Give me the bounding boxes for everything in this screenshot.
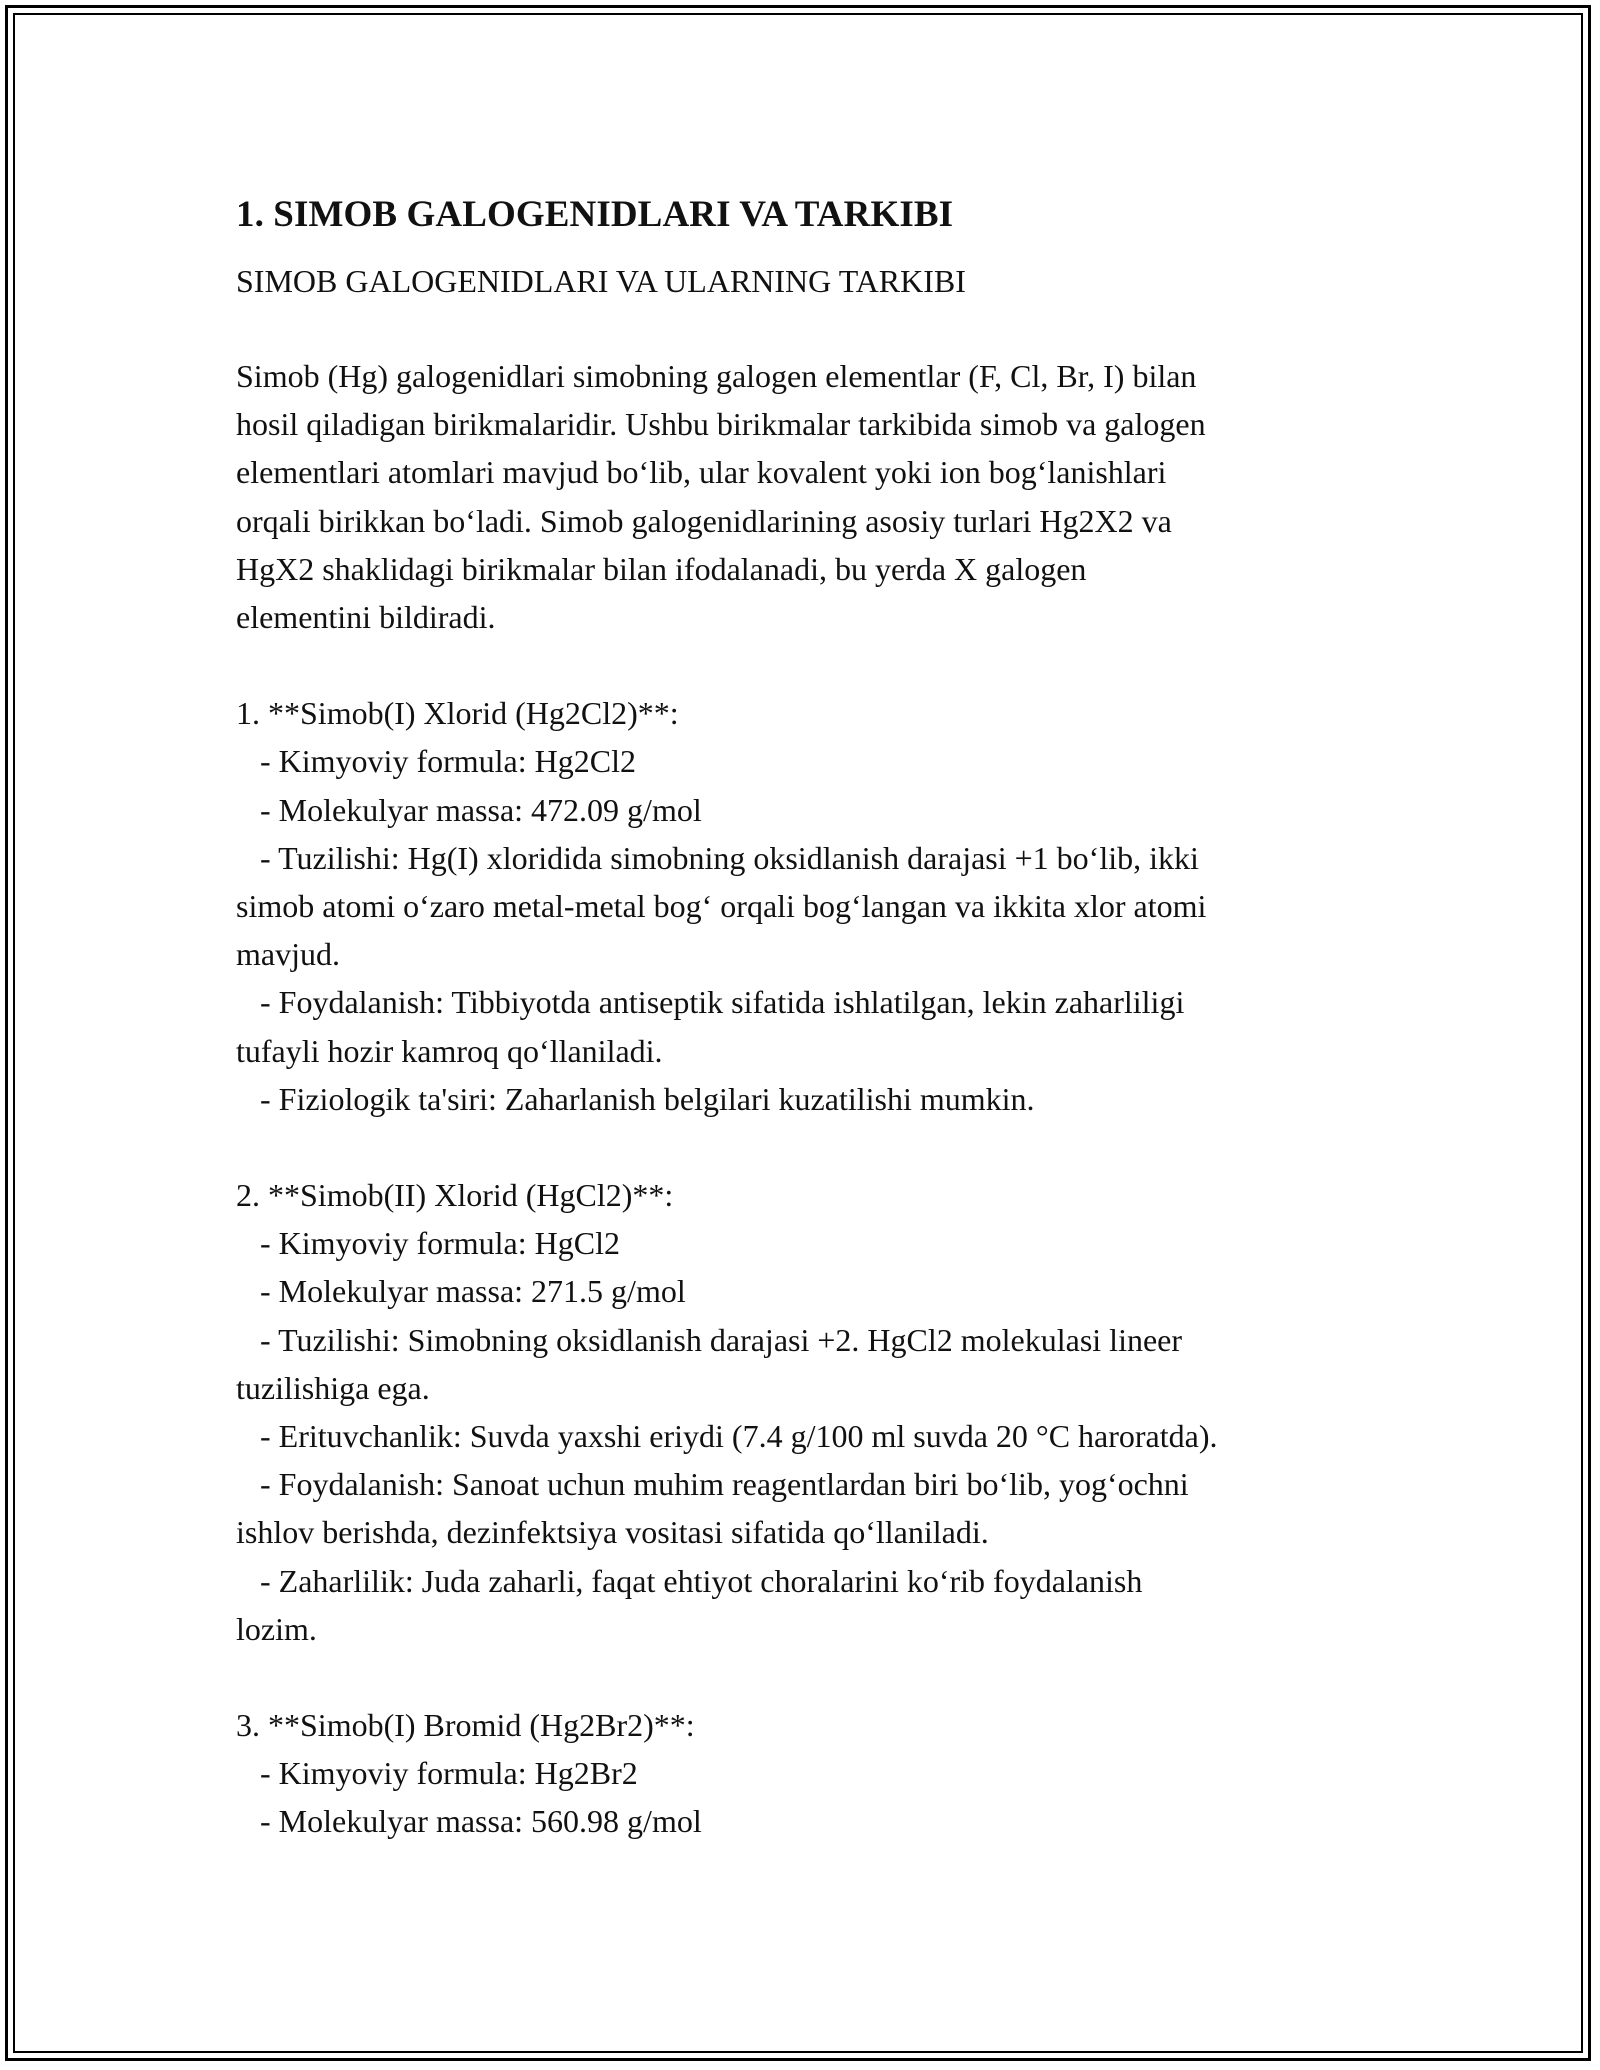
section-mercury-ii-chloride: 2. **Simob(II) Xlorid (HgCl2)**: - Kimyoviy formula: HgCl2 - Molekulyar massa: 271.5 g/mol - Tuzilishi: Simobning oksidlanish darajasi +2. HgCl2 molekulasi lineer tuzilishiga ega. - Erituvchanlik: Suvda yaxshi eriydi (7.4 g/100 ml suvda 20 °C haroratda). - Foydalanish: Sanoat uchun muhim reagentlardan biri bo‘lib, yog‘ochni ishlov berishda, dezinfektsiya vositasi sifatida qo‘llaniladi. - Zaharlilik: Juda zaharli, faqat ehtiyot choralarini ko‘rib foydalanish lozim. bbox=[236, 1177, 1218, 1647]
document-subtitle: SIMOB GALOGENIDLARI VA ULARNING TARKIBI bbox=[236, 263, 966, 299]
section-mercury-i-bromide: 3. **Simob(I) Bromid (Hg2Br2)**: - Kimyoviy formula: Hg2Br2 - Molekulyar massa: 560.98 g/mol bbox=[236, 1707, 702, 1840]
section-mercury-i-chloride: 1. **Simob(I) Xlorid (Hg2Cl2)**: - Kimyoviy formula: Hg2Cl2 - Molekulyar massa: 472.09 g/mol - Tuzilishi: Hg(I) xloridida simobning oksidlanish darajasi +1 bo‘lib, ikki simob atomi o‘zaro metal-metal bog‘ orqali bog‘langan va ikkita xlor atomi mavjud. - Foydalanish: Tibbiyotda antiseptik sifatida ishlatilgan, lekin zaharliligi tufayli hozir kamroq qo‘llaniladi. - Fiziologik ta'siri: Zaharlanish belgilari kuzatilishi mumkin. bbox=[236, 695, 1207, 1117]
document-title: 1. SIMOB GALOGENIDLARI VA TARKIBI bbox=[236, 194, 954, 235]
intro-paragraph: Simob (Hg) galogenidlari simobning galogen elementlar (F, Cl, Br, I) bilan hosil qiladigan birikmalaridir. Ushbu birikmalar tarkibida simob va galogen elementlari atomlari mavjud bo‘lib, ular kovalent yoki ion bog‘lanishlari orqali birikkan bo‘ladi. Simob galogenidlarining asosiy turlari Hg2X2 va HgX2 shaklidagi birikmalar bilan ifodalanadi, bu yerda X galogen elementini bildiradi. bbox=[236, 358, 1206, 636]
document-body bbox=[236, 190, 1396, 1846]
